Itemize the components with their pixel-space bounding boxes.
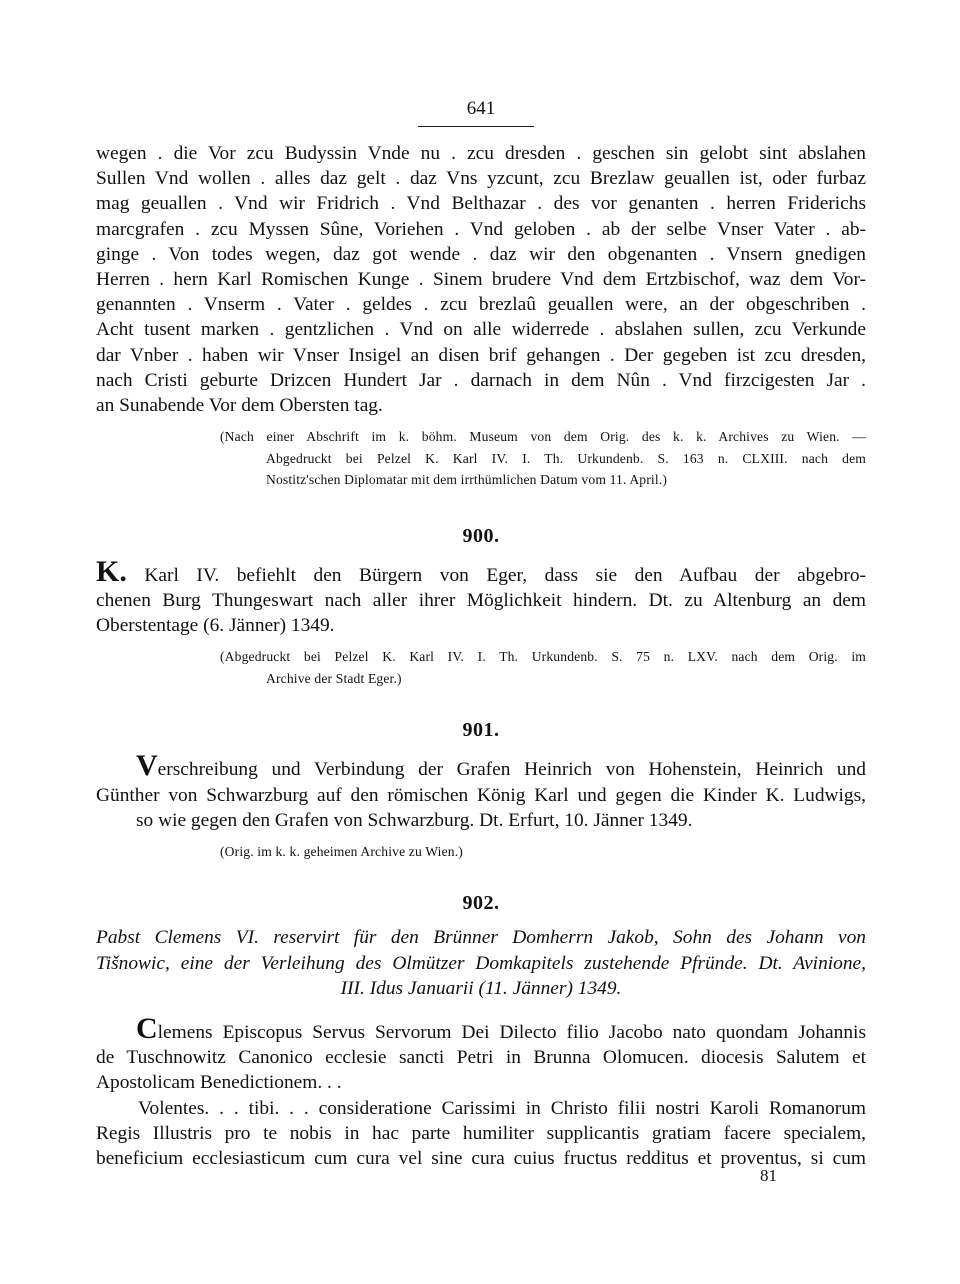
doc901-summary	[96, 749, 866, 833]
header-rule	[418, 126, 534, 127]
text-line: so wie gegen den Grafen von Schwarzburg. Dt. Erfurt, 10. Jänner 1349.	[136, 809, 693, 831]
note-line: (Orig. im k. k. geheimen Archive zu Wien.)	[220, 843, 463, 859]
note-line: (Abgedruckt bei Pelzel K. Karl IV. I. Th. Urkundenb. S. 75 n. LXV. nach dem Orig. im	[220, 649, 866, 665]
signature-mark: 81	[760, 1166, 777, 1185]
intro-text	[96, 141, 866, 418]
drop-initial: V	[136, 749, 158, 783]
text-line: an Sunabende Vor dem Obersten tag.	[96, 395, 383, 417]
text-line: Pabst Clemens VI. reservirt für den Brünner Domherrn Jakob, Sohn des Johann von	[96, 927, 866, 949]
text-line: Acht tusent marken . gentzlichen . Vnd on alle widerrede . abslahen sullen, zcu Verkunde	[96, 319, 866, 341]
document-number-902: 902.	[462, 892, 500, 915]
document-number-900: 900.	[462, 524, 500, 547]
doc902-summary	[96, 925, 866, 1001]
drop-initial: K.	[96, 554, 127, 588]
text-line: ginge . Von todes wegen, daz got wende . daz wir den obgenanten . Vnsern gnedigen	[96, 243, 866, 265]
text-line: de Tuschnowitz Canonico ecclesie sancti Petri in Brunna Olomucen. diocesis Salutem et	[96, 1047, 866, 1069]
doc900-source-note	[220, 646, 866, 689]
text-line: Herren . hern Karl Romischen Kunge . Sinem brudere Vnd dem Ertzbischof, waz dem Vor-	[96, 269, 866, 291]
doc900-summary	[96, 554, 866, 639]
text-line: Regis Illustris pro te nobis in hac parte humiliter supplicantis gratiam facere specialem,	[96, 1122, 866, 1144]
text-line: Tišnowic, eine der Verleihung des Olmützer Domkapitels zustehende Pfründe. Dt. Avinione,	[96, 952, 866, 974]
text-line: Volentes. . . tibi. . . consideratione Carissimi in Christo filii nostri Karoli Romanorum	[138, 1097, 866, 1119]
drop-initial: C	[136, 1012, 158, 1046]
text-line: Günther von Schwarzburg auf den römischen König Karl und gegen die Kinder K. Ludwigs,	[96, 784, 866, 806]
doc902-body	[96, 1012, 866, 1171]
text-line: Karl IV. befiehlt den Bürgern von Eger, dass sie den Aufbau der abgebro-	[144, 564, 866, 586]
note-line: Abgedruckt bei Pelzel K. Karl IV. I. Th. Urkundenb. S. 163 n. CLXIII. nach dem	[266, 450, 866, 466]
text-line: Oberstentage (6. Jänner) 1349.	[96, 615, 335, 637]
note-line: (Nach einer Abschrift im k. böhm. Museum von dem Orig. des k. k. Archives zu Wien. —	[220, 429, 866, 445]
document-number-901: 901.	[462, 719, 500, 742]
text-line: III. Idus Januarii (11. Jänner) 1349.	[340, 977, 622, 999]
text-line: beneficium ecclesiasticum cum cura vel sine cura cuius fructus redditus et proventus, si cum	[96, 1148, 866, 1170]
intro-source-note	[220, 426, 866, 491]
text-line: Sullen Vnd wollen . alles daz gelt . daz Vns yzcunt, zcu Brezlaw geuallen ist, oder furbaz	[96, 168, 866, 190]
text-line: marcgrafen . zcu Myssen Sûne, Voriehen . Vnd geloben . ab der selbe Vnser Vater . ab-	[96, 218, 866, 240]
note-line: Archive der Stadt Eger.)	[266, 670, 402, 686]
text-line: mag geuallen . Vnd wir Fridrich . Vnd Belthazar . des vor genanten . herren Friderichs	[96, 193, 866, 215]
text-line: Apostolicam Benedictionem. . .	[96, 1072, 342, 1094]
text-line: wegen . die Vor zcu Budyssin Vnde nu . zcu dresden . geschen sin gelobt sint abslahen	[96, 143, 866, 164]
text-line: genannten . Vnserm . Vater . geldes . zcu brezlaû geuallen were, an der obgeschriben .	[96, 294, 866, 316]
text-line: dar Vnber . haben wir Vnser Insigel an disen brif gehangen . Der gegeben ist zcu dresden,	[96, 344, 866, 366]
text-line: erschreibung und Verbindung der Grafen Heinrich von Hohenstein, Heinrich und	[157, 759, 866, 781]
text-line: chenen Burg Thungeswart nach aller ihrer Möglichkeit hindern. Dt. zu Altenburg an dem	[96, 589, 866, 611]
page-number: 641	[466, 98, 496, 119]
text-line: lemens Episcopus Servus Servorum Dei Dilecto filio Jacobo nato quondam Johannis	[157, 1022, 866, 1044]
text-line: nach Cristi geburte Drizcen Hundert Jar . darnach in dem Nûn . Vnd firzcigesten Jar .	[96, 369, 866, 391]
note-line: Nostitz'schen Diplomatar mit dem irrthümlichen Datum vom 11. April.)	[266, 472, 668, 488]
doc901-source-note	[220, 841, 866, 863]
page	[96, 98, 866, 1171]
